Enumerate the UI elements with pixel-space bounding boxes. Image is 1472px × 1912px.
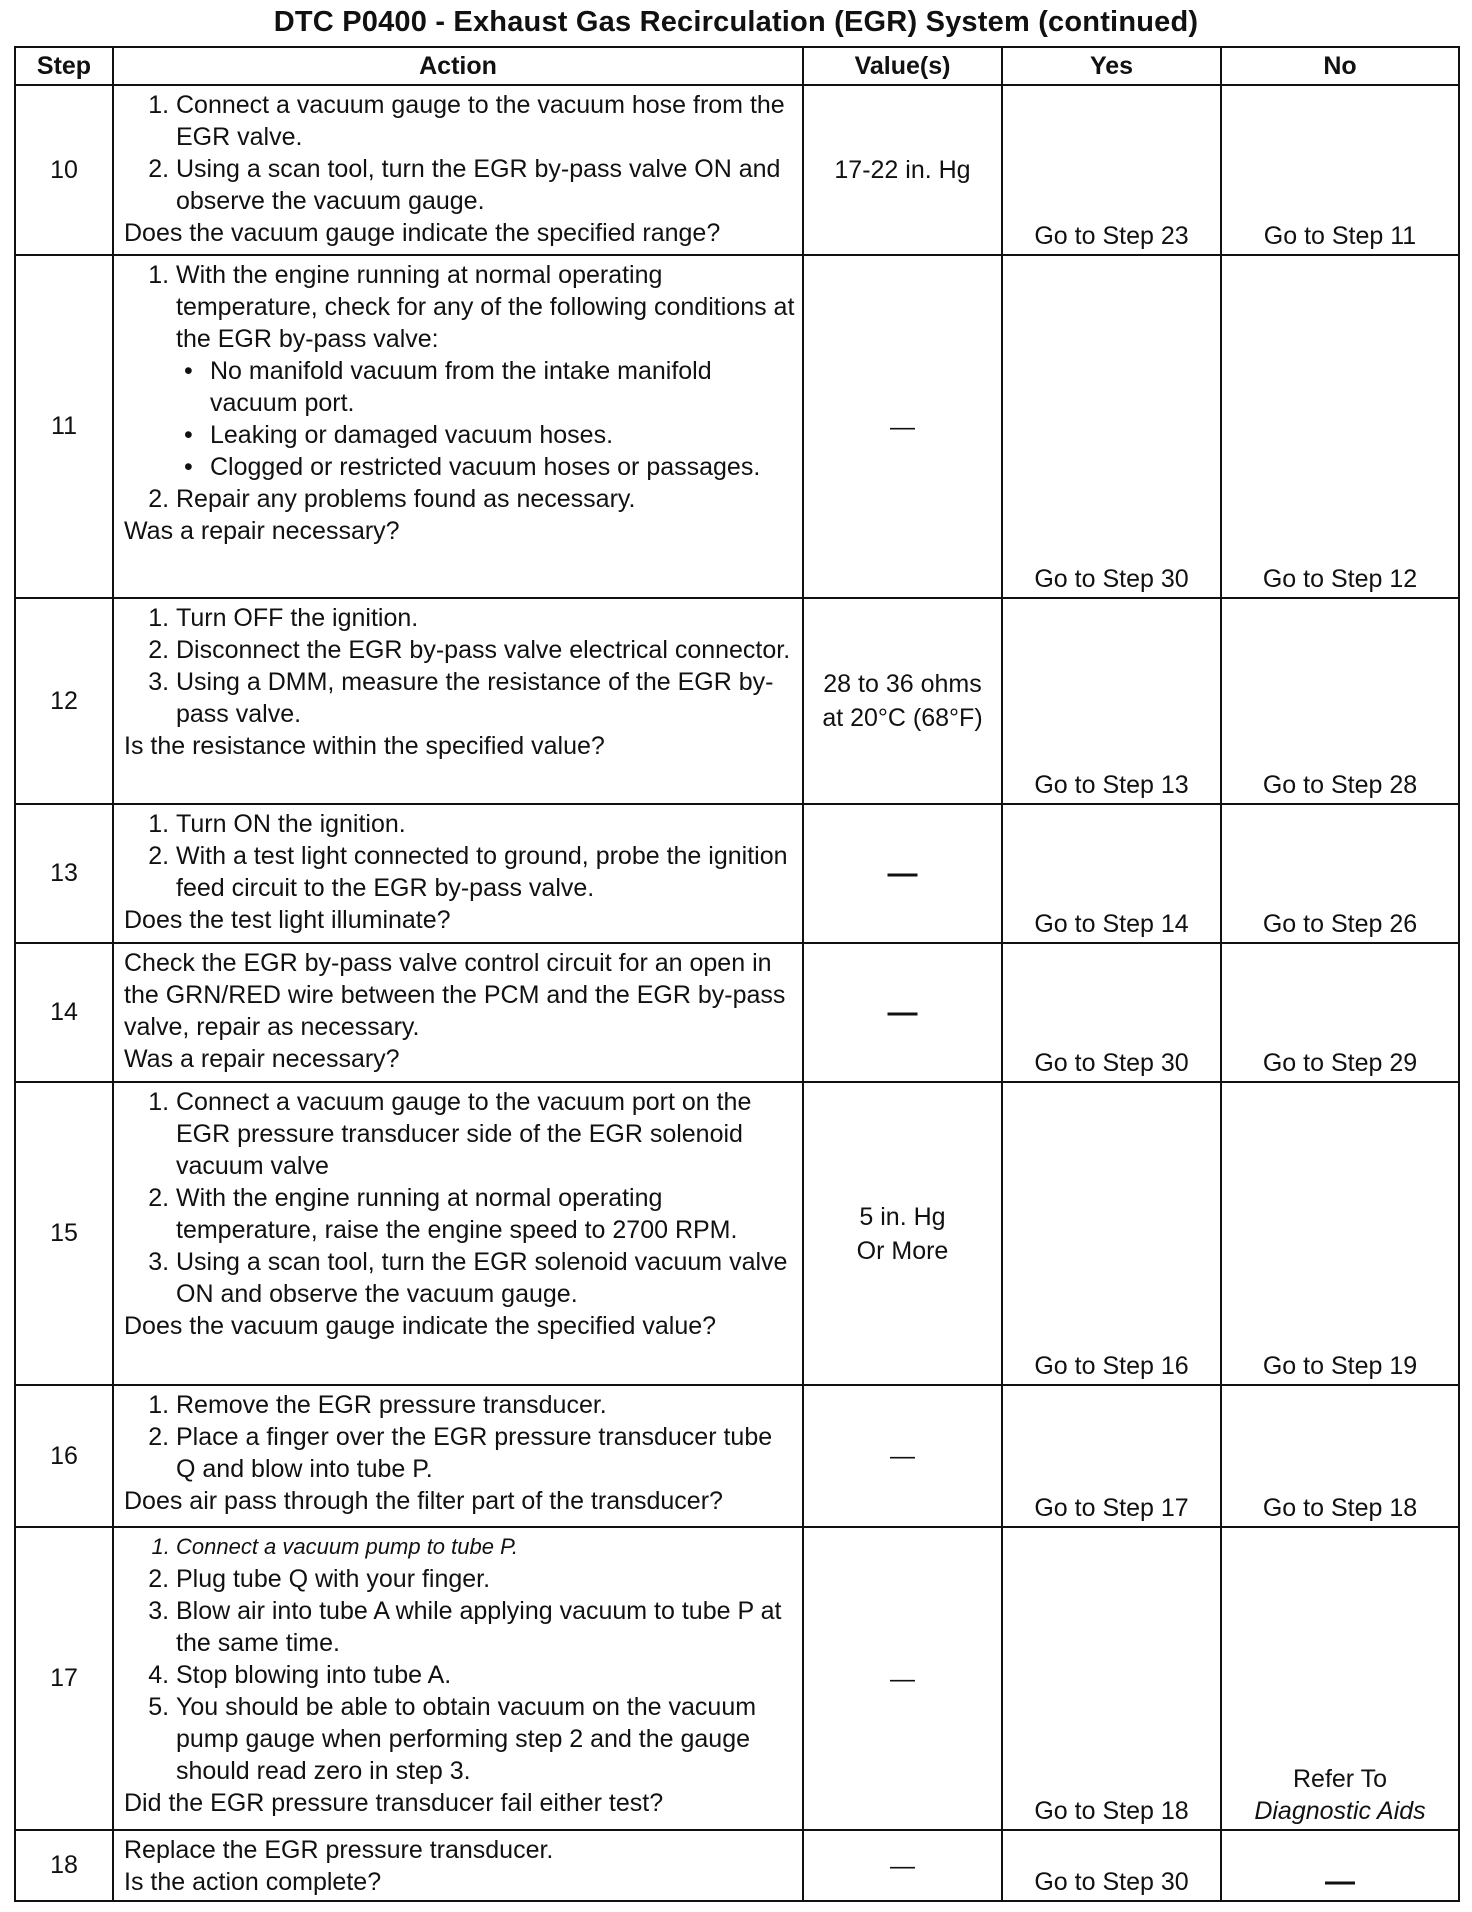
table-row [15,804,1459,943]
action-step: 1. Connect a vacuum gauge to the vacuum port on the EGR pressure transducer side of the EGR solenoid vacuum valve [176,1086,798,1182]
no-outcome: Go to Step 18 [1221,1385,1459,1527]
yes-outcome: Go to Step 23 [1002,85,1221,255]
action-step: 1. Connect a vacuum gauge to the vacuum hose from the EGR valve. [176,89,798,153]
yes-outcome: Go to Step 14 [1002,804,1221,943]
value-cell: — [803,943,1002,1082]
action-steps [124,1389,798,1485]
table-row [15,1527,1459,1830]
value-cell: — [803,1385,1002,1527]
step-number: 13 [15,804,113,943]
step-number: 14 [15,943,113,1082]
header-row [15,47,1459,85]
action-step: 2. Using a scan tool, turn the EGR by-pass valve ON and observe the vacuum gauge. [176,153,798,217]
action-cell [113,255,803,598]
yes-outcome: Go to Step 30 [1002,1830,1221,1901]
action-step: 3. Blow air into tube A while applying vacuum to tube P at the same time. [176,1595,798,1659]
diagnostic-aids-reference: Diagnostic Aids [1254,1797,1426,1825]
condition-list [176,355,798,483]
table-row [15,598,1459,804]
action-step [176,259,798,483]
action-question: Does the vacuum gauge indicate the specified range? [124,219,721,247]
no-outcome: Go to Step 28 [1221,598,1459,804]
table-row [15,1385,1459,1527]
header-action: Action [113,47,803,85]
action-cell [113,943,803,1082]
no-outcome: Go to Step 11 [1221,85,1459,255]
no-outcome: Go to Step 19 [1221,1082,1459,1385]
yes-outcome: Go to Step 13 [1002,598,1221,804]
yes-outcome: Go to Step 16 [1002,1082,1221,1385]
value-cell: — [803,255,1002,598]
step-number: 15 [15,1082,113,1385]
action-question: Does the test light illuminate? [124,906,451,934]
action-text: Replace the EGR pressure transducer. [124,1836,554,1864]
value-cell: — [803,1527,1002,1830]
yes-outcome: Go to Step 30 [1002,943,1221,1082]
dtc-diagnostic-table [14,46,1460,1902]
table-row [15,1082,1459,1385]
action-question: Did the EGR pressure transducer fail either test? [124,1789,664,1817]
step-number: 11 [15,255,113,598]
no-outcome: Go to Step 12 [1221,255,1459,598]
no-outcome-line: Refer To [1292,1765,1388,1793]
value-line: 28 to 36 ohms [823,670,982,698]
action-step: 3. Using a scan tool, turn the EGR solenoid vacuum valve ON and observe the vacuum gauge. [176,1246,798,1310]
action-step: 2. With a test light connected to ground, probe the ignition feed circuit to the EGR by-pass valve. [176,840,798,904]
action-question: Is the resistance within the specified value? [124,732,605,760]
action-step: 1. Remove the EGR pressure transducer. [176,1389,798,1421]
action-steps [124,808,798,904]
yes-outcome: Go to Step 30 [1002,255,1221,598]
action-cell [113,1830,803,1901]
value-cell: — [803,804,1002,943]
action-cell [113,598,803,804]
table-row [15,1830,1459,1901]
action-question: Does the vacuum gauge indicate the specified value? [124,1312,717,1340]
step-number: 12 [15,598,113,804]
table-row [15,255,1459,598]
value-line: at 20°C (68°F) [822,704,983,732]
step-number: 16 [15,1385,113,1527]
no-outcome: Go to Step 29 [1221,943,1459,1082]
header-step: Step [15,47,113,85]
step-number: 10 [15,85,113,255]
yes-outcome: Go to Step 18 [1002,1527,1221,1830]
action-step: 1. Turn OFF the ignition. [176,602,798,634]
action-question: Was a repair necessary? [124,517,400,545]
action-cell [113,1385,803,1527]
action-step: 2. Disconnect the EGR by-pass valve electrical connector. [176,634,798,666]
action-question: Is the action complete? [124,1868,382,1896]
action-step: 1. Turn ON the ignition. [176,808,798,840]
header-no: No [1221,47,1459,85]
action-step: 3. Using a DMM, measure the resistance of the EGR by-pass valve. [176,666,798,730]
page-title: DTC P0400 - Exhaust Gas Recirculation (EGR) System (continued) [273,6,1199,38]
header-values: Value(s) [803,47,1002,85]
action-step: 2. Plug tube Q with your finger. [176,1563,798,1595]
header-yes: Yes [1002,47,1221,85]
action-steps [124,1086,798,1310]
action-cell [113,85,803,255]
value-cell: 17-22 in. Hg [803,85,1002,255]
action-step: 4. Stop blowing into tube A. [176,1659,798,1691]
action-step: 2. Repair any problems found as necessary. [176,483,798,515]
action-steps [124,89,798,217]
no-outcome: Go to Step 26 [1221,804,1459,943]
action-step: 5. You should be able to obtain vacuum on the vacuum pump gauge when performing step 2 and the gauge should read zero in step 3. [176,1691,798,1787]
value-cell [803,598,1002,804]
action-step: 1. Connect a vacuum pump to tube P. [176,1531,798,1563]
yes-outcome: Go to Step 17 [1002,1385,1221,1527]
no-outcome [1221,1527,1459,1830]
action-steps [124,1531,798,1787]
action-steps [124,259,798,515]
step-number: 18 [15,1830,113,1901]
action-step-text: With the engine running at normal operating temperature, check for any of the following conditions at the EGR by-pass valve: [176,261,795,353]
condition-item: • Leaking or damaged vacuum hoses. [206,419,798,451]
action-text: Check the EGR by-pass valve control circuit for an open in the GRN/RED wire between the PCM and the EGR by-pass valve, repair as necessary. [124,949,786,1041]
action-cell [113,804,803,943]
step-number: 17 [15,1527,113,1830]
value-line: Or More [856,1236,949,1265]
table-row [15,943,1459,1082]
table-row [15,85,1459,255]
no-outcome: — [1221,1830,1459,1901]
condition-item: • No manifold vacuum from the intake manifold vacuum port. [206,355,798,419]
action-step: 2. With the engine running at normal operating temperature, raise the engine speed to 2700 RPM. [176,1182,798,1246]
action-steps [124,602,798,730]
value-line: 5 in. Hg [859,1202,946,1231]
value-cell [803,1082,1002,1385]
action-cell [113,1082,803,1385]
value-cell: — [803,1830,1002,1901]
condition-item: • Clogged or restricted vacuum hoses or passages. [206,451,798,483]
action-question: Was a repair necessary? [124,1045,400,1073]
action-question: Does air pass through the filter part of the transducer? [124,1487,723,1515]
action-cell [113,1527,803,1830]
action-step: 2. Place a finger over the EGR pressure transducer tube Q and blow into tube P. [176,1421,798,1485]
